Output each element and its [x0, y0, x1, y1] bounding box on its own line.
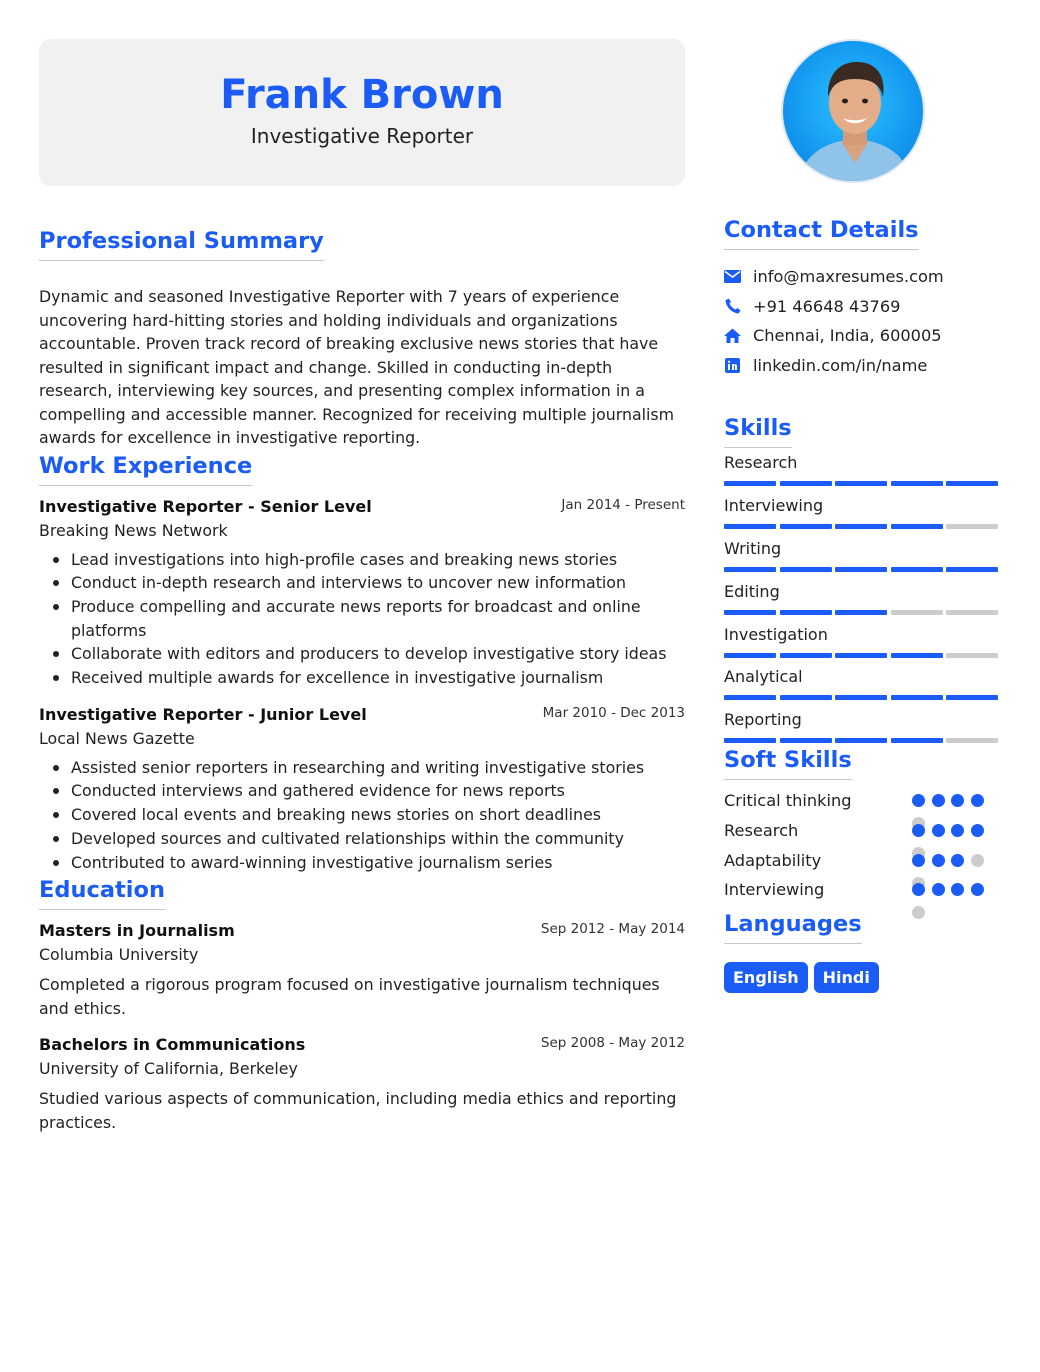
- skill-level-segment: [946, 481, 998, 486]
- rating-dot: [971, 854, 984, 867]
- job-bullet: Produce compelling and accurate news reports for broadcast and online platforms: [39, 595, 685, 642]
- job-bullets: [39, 756, 685, 875]
- skill-level-segment: [891, 567, 943, 572]
- main-column: [39, 39, 685, 1134]
- skill-level-segment: [946, 524, 998, 529]
- rating-dot: [932, 854, 945, 867]
- skill-level-segment: [835, 738, 887, 743]
- rating-dot: [932, 794, 945, 807]
- contact-heading: Contact Details: [724, 215, 919, 250]
- soft-skill-item: [724, 790, 1004, 820]
- language-tag: Hindi: [814, 962, 879, 993]
- skill-level-bar: [724, 695, 1004, 700]
- languages-list: [724, 962, 1004, 993]
- work-heading: Work Experience: [39, 451, 252, 486]
- contact-text: linkedin.com/in/name: [753, 356, 928, 376]
- rating-dot: [912, 794, 925, 807]
- soft-skill-item: [724, 879, 1004, 909]
- skill-level-segment: [835, 653, 887, 658]
- rating-dot: [912, 824, 925, 837]
- education-entry: [39, 919, 685, 1020]
- skill-name: Investigation: [724, 624, 828, 644]
- skill-level-segment: [835, 610, 887, 615]
- skill-name: Reporting: [724, 710, 802, 730]
- skill-name: Research: [724, 453, 798, 473]
- skill-level-segment: [946, 695, 998, 700]
- linkedin-icon: [724, 357, 741, 374]
- skill-level-segment: [780, 653, 832, 658]
- skills-list: [724, 452, 1004, 752]
- job-date: Mar 2010 - Dec 2013: [542, 704, 685, 721]
- degree-title: Bachelors in Communications: [39, 1035, 306, 1055]
- job-bullet: Covered local events and breaking news stories on short deadlines: [39, 803, 685, 827]
- soft-skills-heading: Soft Skills: [724, 745, 852, 780]
- skill-name: Interviewing: [724, 496, 824, 516]
- skill-item: [724, 624, 1004, 667]
- rating-dot: [951, 794, 964, 807]
- skill-level-segment: [780, 524, 832, 529]
- skill-level-segment: [891, 524, 943, 529]
- job-bullet: Lead investigations into high-profile cases and breaking news stories: [39, 548, 685, 572]
- language-tag: English: [724, 962, 808, 993]
- soft-skill-item: [724, 850, 1004, 880]
- skills-heading: Skills: [724, 413, 792, 448]
- school-name: Columbia University: [39, 945, 199, 965]
- person-avatar-icon: [783, 41, 925, 183]
- email-icon: [724, 268, 741, 285]
- job-title: Investigative Reporter - Junior Level: [39, 704, 367, 724]
- job-entry: [39, 703, 685, 875]
- skill-level-segment: [724, 481, 776, 486]
- contact-phone[interactable]: [724, 292, 1004, 322]
- skill-item: [724, 581, 1004, 624]
- rating-dot: [932, 824, 945, 837]
- education-entry: [39, 1033, 685, 1134]
- skill-level-segment: [724, 738, 776, 743]
- skill-level-segment: [724, 524, 776, 529]
- rating-dot: [951, 854, 964, 867]
- contact-text: +91 46648 43769: [753, 296, 901, 316]
- summary-text: Dynamic and seasoned Investigative Reporter with 7 years of experience uncovering hard-hitting stories and holding individuals and organizations accountable. Proven track record of breaking exclusive news stories that have resulted in significant impact and change. Skilled in conducting in-depth research, interviewing key sources, and presenting complex information in a compelling and accessible manner. Recognized for receiving multiple journalism awards for excellence in investigative reporting.: [39, 287, 675, 447]
- skill-level-segment: [946, 567, 998, 572]
- education-heading: Education: [39, 875, 165, 910]
- profile-photo: [781, 39, 925, 183]
- job-company: Local News Gazette: [39, 728, 195, 748]
- phone-icon: [724, 298, 741, 315]
- soft-skill-name: Adaptability: [724, 850, 822, 870]
- education-description: Studied various aspects of communication, including media ethics and reporting practices.: [39, 1089, 677, 1132]
- skill-level-segment: [891, 653, 943, 658]
- job-bullet: Developed sources and cultivated relationships within the community: [39, 827, 685, 851]
- candidate-role: Investigative Reporter: [250, 124, 474, 148]
- job-bullet: Conduct in-depth research and interviews to uncover new information: [39, 571, 685, 595]
- skill-name: Analytical: [724, 667, 803, 687]
- skill-level-segment: [835, 524, 887, 529]
- education-date: Sep 2008 - May 2012: [540, 1035, 685, 1052]
- contact-text: info@maxresumes.com: [753, 267, 944, 287]
- skill-level-bar: [724, 567, 1004, 572]
- skill-level-segment: [780, 738, 832, 743]
- skill-level-segment: [780, 567, 832, 572]
- skill-level-segment: [780, 610, 832, 615]
- degree-title: Masters in Journalism: [39, 921, 235, 941]
- skill-level-bar: [724, 653, 1004, 658]
- skill-level-segment: [946, 738, 998, 743]
- skill-level-bar: [724, 524, 1004, 529]
- job-entry: [39, 495, 685, 690]
- skill-level-bar: [724, 738, 1004, 743]
- rating-dot: [971, 824, 984, 837]
- skill-name: Editing: [724, 581, 780, 601]
- skill-name: Writing: [724, 538, 782, 558]
- soft-skill-name: Critical thinking: [724, 790, 852, 810]
- job-bullet: Received multiple awards for excellence in investigative journalism: [39, 666, 685, 690]
- rating-dot: [932, 883, 945, 896]
- job-title: Investigative Reporter - Senior Level: [39, 496, 372, 516]
- skill-level-segment: [891, 481, 943, 486]
- education-description: Completed a rigorous program focused on investigative journalism techniques and ethics.: [39, 975, 660, 1018]
- candidate-name: Frank Brown: [220, 72, 504, 118]
- rating-dot: [971, 794, 984, 807]
- soft-skill-name: Interviewing: [724, 880, 825, 900]
- rating-dot: [912, 906, 925, 919]
- skill-item: [724, 495, 1004, 538]
- rating-dot: [971, 883, 984, 896]
- skill-level-bar: [724, 481, 1004, 486]
- job-bullets: [39, 548, 685, 690]
- languages-heading: Languages: [724, 909, 862, 944]
- contact-list: [724, 262, 1004, 380]
- skill-level-segment: [946, 610, 998, 615]
- soft-skill-name: Research: [724, 820, 799, 840]
- skill-item: [724, 538, 1004, 581]
- home-icon: [724, 327, 741, 344]
- skill-level-bar: [724, 610, 1004, 615]
- contact-linkedin[interactable]: [724, 351, 1004, 381]
- skill-level-segment: [946, 653, 998, 658]
- skill-level-segment: [724, 653, 776, 658]
- job-date: Jan 2014 - Present: [561, 496, 685, 513]
- resume-header: [39, 39, 685, 186]
- side-column: [724, 39, 1004, 993]
- skill-level-segment: [891, 610, 943, 615]
- job-bullet: Collaborate with editors and producers to develop investigative story ideas: [39, 642, 685, 666]
- skill-level-segment: [891, 738, 943, 743]
- job-bullet: Conducted interviews and gathered evidence for news reports: [39, 779, 685, 803]
- rating-dot: [912, 854, 925, 867]
- skill-item: [724, 666, 1004, 709]
- rating-dot: [951, 824, 964, 837]
- job-bullet: Assisted senior reporters in researching and writing investigative stories: [39, 756, 685, 780]
- education-date: Sep 2012 - May 2014: [540, 921, 685, 938]
- contact-text: Chennai, India, 600005: [753, 326, 942, 346]
- skill-level-segment: [835, 481, 887, 486]
- summary-heading: Professional Summary: [39, 226, 324, 261]
- skill-level-segment: [780, 695, 832, 700]
- soft-skill-item: [724, 820, 1004, 850]
- skill-level-segment: [724, 695, 776, 700]
- job-company: Breaking News Network: [39, 520, 228, 540]
- skill-level-segment: [891, 695, 943, 700]
- skill-level-segment: [724, 610, 776, 615]
- soft-skills-list: [724, 790, 1004, 909]
- school-name: University of California, Berkeley: [39, 1059, 298, 1079]
- job-bullet: Contributed to award-winning investigative journalism series: [39, 851, 685, 875]
- skill-level-segment: [835, 567, 887, 572]
- skill-level-segment: [835, 695, 887, 700]
- skill-level-segment: [780, 481, 832, 486]
- skill-item: [724, 452, 1004, 495]
- contact-address: [724, 321, 1004, 351]
- skill-level-segment: [724, 567, 776, 572]
- contact-email[interactable]: [724, 262, 1004, 292]
